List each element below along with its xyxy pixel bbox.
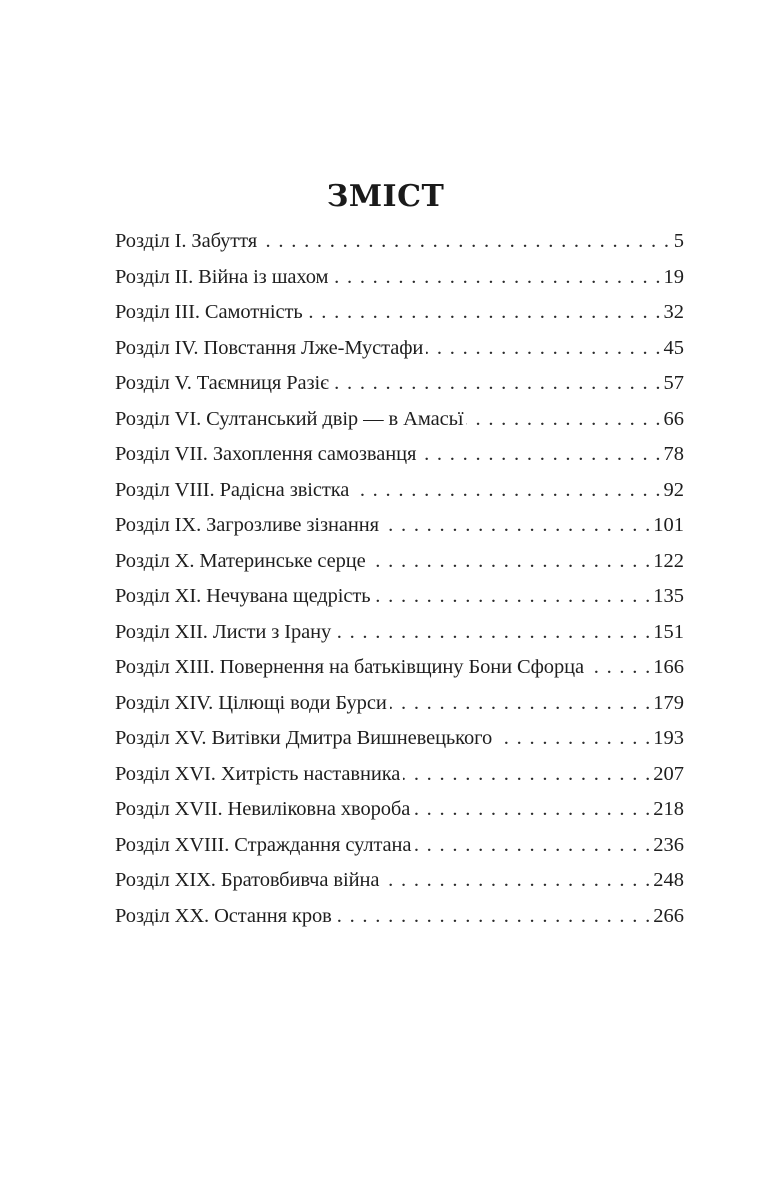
toc-entry-page: 248 (653, 869, 684, 891)
dot-leader (335, 899, 650, 935)
dot-leader (260, 224, 669, 260)
toc-entry (115, 650, 684, 686)
toc-entry-page: 101 (653, 514, 684, 536)
toc-entry-label: Розділ III. Самотність (115, 301, 303, 323)
dot-leader (413, 792, 650, 828)
toc-entry-page: 92 (663, 478, 684, 501)
toc-entry-label: Розділ VII. Захоплення самозванця (115, 443, 417, 465)
toc-entry-page: 166 (653, 656, 684, 678)
toc-entry-page: 66 (663, 407, 684, 430)
toc-entry-label: Розділ IV. Повстання Лже-Мустафи (115, 336, 424, 359)
toc-entry-label: Розділ I. Забуття (115, 230, 258, 252)
toc-entry (115, 828, 684, 864)
toc-entry-label: Розділ XI. Нечувана щедрість (115, 585, 371, 607)
toc-entry-page: 193 (653, 727, 684, 749)
toc-entry (115, 473, 684, 509)
dot-leader (331, 260, 660, 296)
toc-entry-page: 19 (663, 265, 684, 288)
toc-entry-page: 266 (653, 904, 684, 927)
toc-entry-page: 57 (663, 372, 684, 394)
toc-entry (115, 260, 684, 296)
toc-entry (115, 331, 684, 367)
toc-entry-page: 207 (653, 762, 684, 785)
toc-entry-label: Розділ VIII. Радісна звістка (115, 478, 350, 501)
toc-entry-label: Розділ VI. Султанський двір — в Амасьї (115, 407, 464, 430)
toc-entry-page: 218 (653, 798, 684, 820)
toc-entry-page: 151 (653, 620, 684, 643)
dot-leader (306, 295, 661, 331)
toc-entry (115, 721, 684, 757)
toc-entry-label: Розділ XIX. Братовбивча війна (115, 869, 380, 891)
toc-entry-page: 45 (663, 336, 684, 359)
toc-entry (115, 437, 684, 473)
dot-leader (373, 579, 650, 615)
toc-entry (115, 757, 684, 793)
toc-entry-label: Розділ XV. Витівки Дмитра Вишневецького (115, 727, 493, 749)
toc-entry (115, 508, 684, 544)
toc-entry (115, 899, 684, 935)
toc-entry (115, 366, 684, 402)
dot-leader (495, 721, 650, 757)
table-of-contents (115, 224, 684, 934)
toc-entry-label: Розділ XVIII. Страждання султана (115, 833, 412, 856)
toc-entry-label: Розділ XII. Листи з Ірану (115, 620, 332, 643)
toc-entry-page: 5 (673, 230, 684, 252)
toc-entry (115, 402, 684, 438)
toc-entry-page: 179 (653, 691, 684, 714)
dot-leader (382, 508, 650, 544)
dot-leader (403, 757, 650, 793)
toc-entry-label: Розділ II. Війна із шахом (115, 265, 329, 288)
dot-leader (419, 437, 660, 473)
toc-entry (115, 792, 684, 828)
toc-entry-label: Розділ V. Таємниця Разіє (115, 372, 329, 394)
dot-leader (414, 828, 650, 864)
toc-entry-page: 122 (653, 549, 684, 572)
toc-entry (115, 224, 684, 260)
dot-leader (466, 402, 660, 438)
toc-entry (115, 544, 684, 580)
toc-entry-page: 135 (653, 585, 684, 607)
toc-entry-label: Розділ XVII. Невиліковна хвороба (115, 798, 411, 820)
toc-entry-label: Розділ XIII. Повернення на батьківщину Бони Сфорца (115, 656, 584, 678)
toc-entry (115, 686, 684, 722)
dot-leader (382, 863, 650, 899)
toc-entry (115, 295, 684, 331)
toc-entry-label: Розділ XVI. Хитрість наставника (115, 762, 401, 785)
toc-title: ЗМІСТ (326, 179, 445, 214)
toc-entry-label: Розділ XX. Остання кров (115, 904, 332, 927)
dot-leader (352, 473, 660, 509)
dot-leader (587, 650, 650, 686)
toc-entry-label: Розділ XIV. Цілющі води Бурси (115, 691, 387, 714)
toc-entry-label: Розділ IX. Загрозливе зізнання (115, 514, 379, 536)
dot-leader (390, 686, 651, 722)
dot-leader (426, 331, 660, 367)
toc-entry-label: Розділ X. Материнське серце (115, 549, 366, 572)
toc-entry (115, 615, 684, 651)
toc-entry-page: 236 (653, 833, 684, 856)
toc-entry-page: 78 (663, 443, 684, 465)
dot-leader (332, 366, 661, 402)
toc-entry (115, 579, 684, 615)
dot-leader (334, 615, 650, 651)
toc-entry-page: 32 (663, 301, 684, 323)
dot-leader (369, 544, 651, 580)
toc-entry (115, 863, 684, 899)
